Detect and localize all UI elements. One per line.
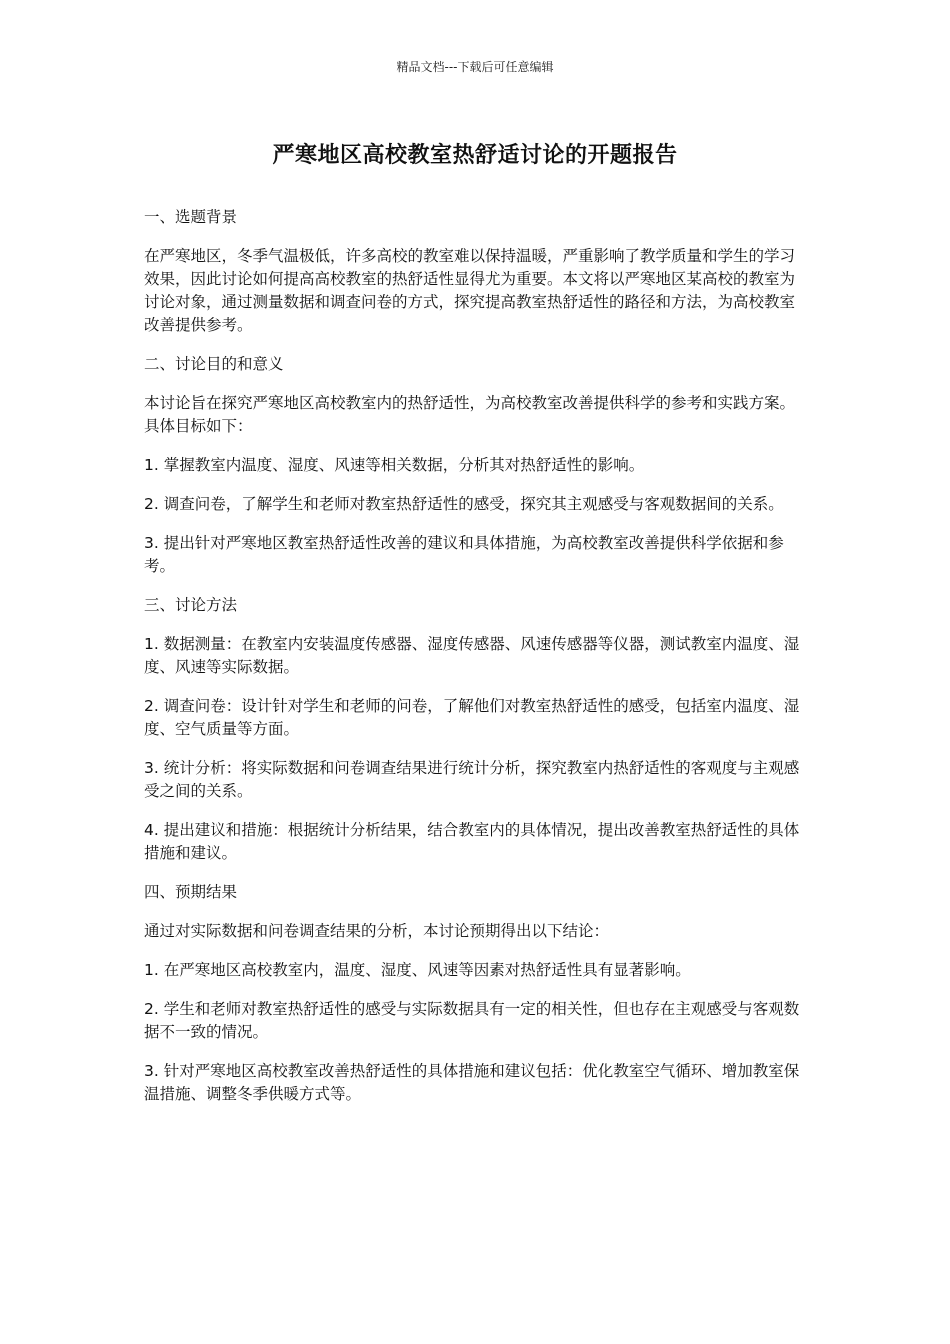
list-item: 3. 提出针对严寒地区教室热舒适性改善的建议和具体措施，为高校教室改善提供科学依据和参考。 (144, 534, 784, 575)
list-item: 3. 统计分析：将实际数据和问卷调查结果进行统计分析，探究教室内热舒适性的客观度与主观感受之间的关系。 (144, 759, 800, 800)
body-paragraph: 本讨论旨在探究严寒地区高校教室内的热舒适性，为高校教室改善提供科学的参考和实践方案。具体目标如下： (144, 394, 796, 435)
body-paragraph: 通过对实际数据和问卷调查结果的分析，本讨论预期得出以下结论： (144, 922, 610, 940)
list-item: 1. 在严寒地区高校教室内，温度、湿度、风速等因素对热舒适性具有显著影响。 (144, 961, 691, 979)
document-title: 严寒地区高校教室热舒适讨论的开题报告 (272, 143, 678, 168)
section-heading: 三、讨论方法 (144, 596, 238, 614)
page-header: 精品文档---下载后可任意编辑 (396, 60, 554, 74)
list-item: 2. 调查问卷，了解学生和老师对教室热舒适性的感受，探究其主观感受与客观数据间的关系。 (144, 495, 784, 513)
list-item: 3. 针对严寒地区高校教室改善热舒适性的具体措施和建议包括：优化教室空气循环、增加教室保温措施、调整冬季供暖方式等。 (144, 1062, 800, 1103)
section-heading: 一、选题背景 (144, 208, 238, 226)
list-item: 2. 学生和老师对教室热舒适性的感受与实际数据具有一定的相关性，但也存在主观感受与客观数据不一致的情况。 (144, 1000, 800, 1041)
list-item: 1. 数据测量：在教室内安装温度传感器、湿度传感器、风速传感器等仪器，测试教室内温度、湿度、风速等实际数据。 (144, 635, 800, 676)
list-item: 2. 调查问卷：设计针对学生和老师的问卷，了解他们对教室热舒适性的感受，包括室内温度、湿度、空气质量等方面。 (144, 697, 800, 738)
list-item: 1. 掌握教室内温度、湿度、风速等相关数据，分析其对热舒适性的影响。 (144, 456, 645, 474)
list-item: 4. 提出建议和措施：根据统计分析结果，结合教室内的具体情况，提出改善教室热舒适性的具体措施和建议。 (144, 821, 800, 862)
document-body (144, 206, 804, 1122)
body-paragraph: 在严寒地区，冬季气温极低，许多高校的教室难以保持温暖，严重影响了教学质量和学生的学习效果，因此讨论如何提高高校教室的热舒适性显得尤为重要。本文将以严寒地区某高校的教室为讨论对象，通过测量数据和调查问卷的方式，探究提高教室热舒适性的路径和方法，为高校教室改善提供参考。 (144, 247, 796, 334)
section-heading: 四、预期结果 (144, 883, 238, 901)
section-heading: 二、讨论目的和意义 (144, 355, 284, 373)
